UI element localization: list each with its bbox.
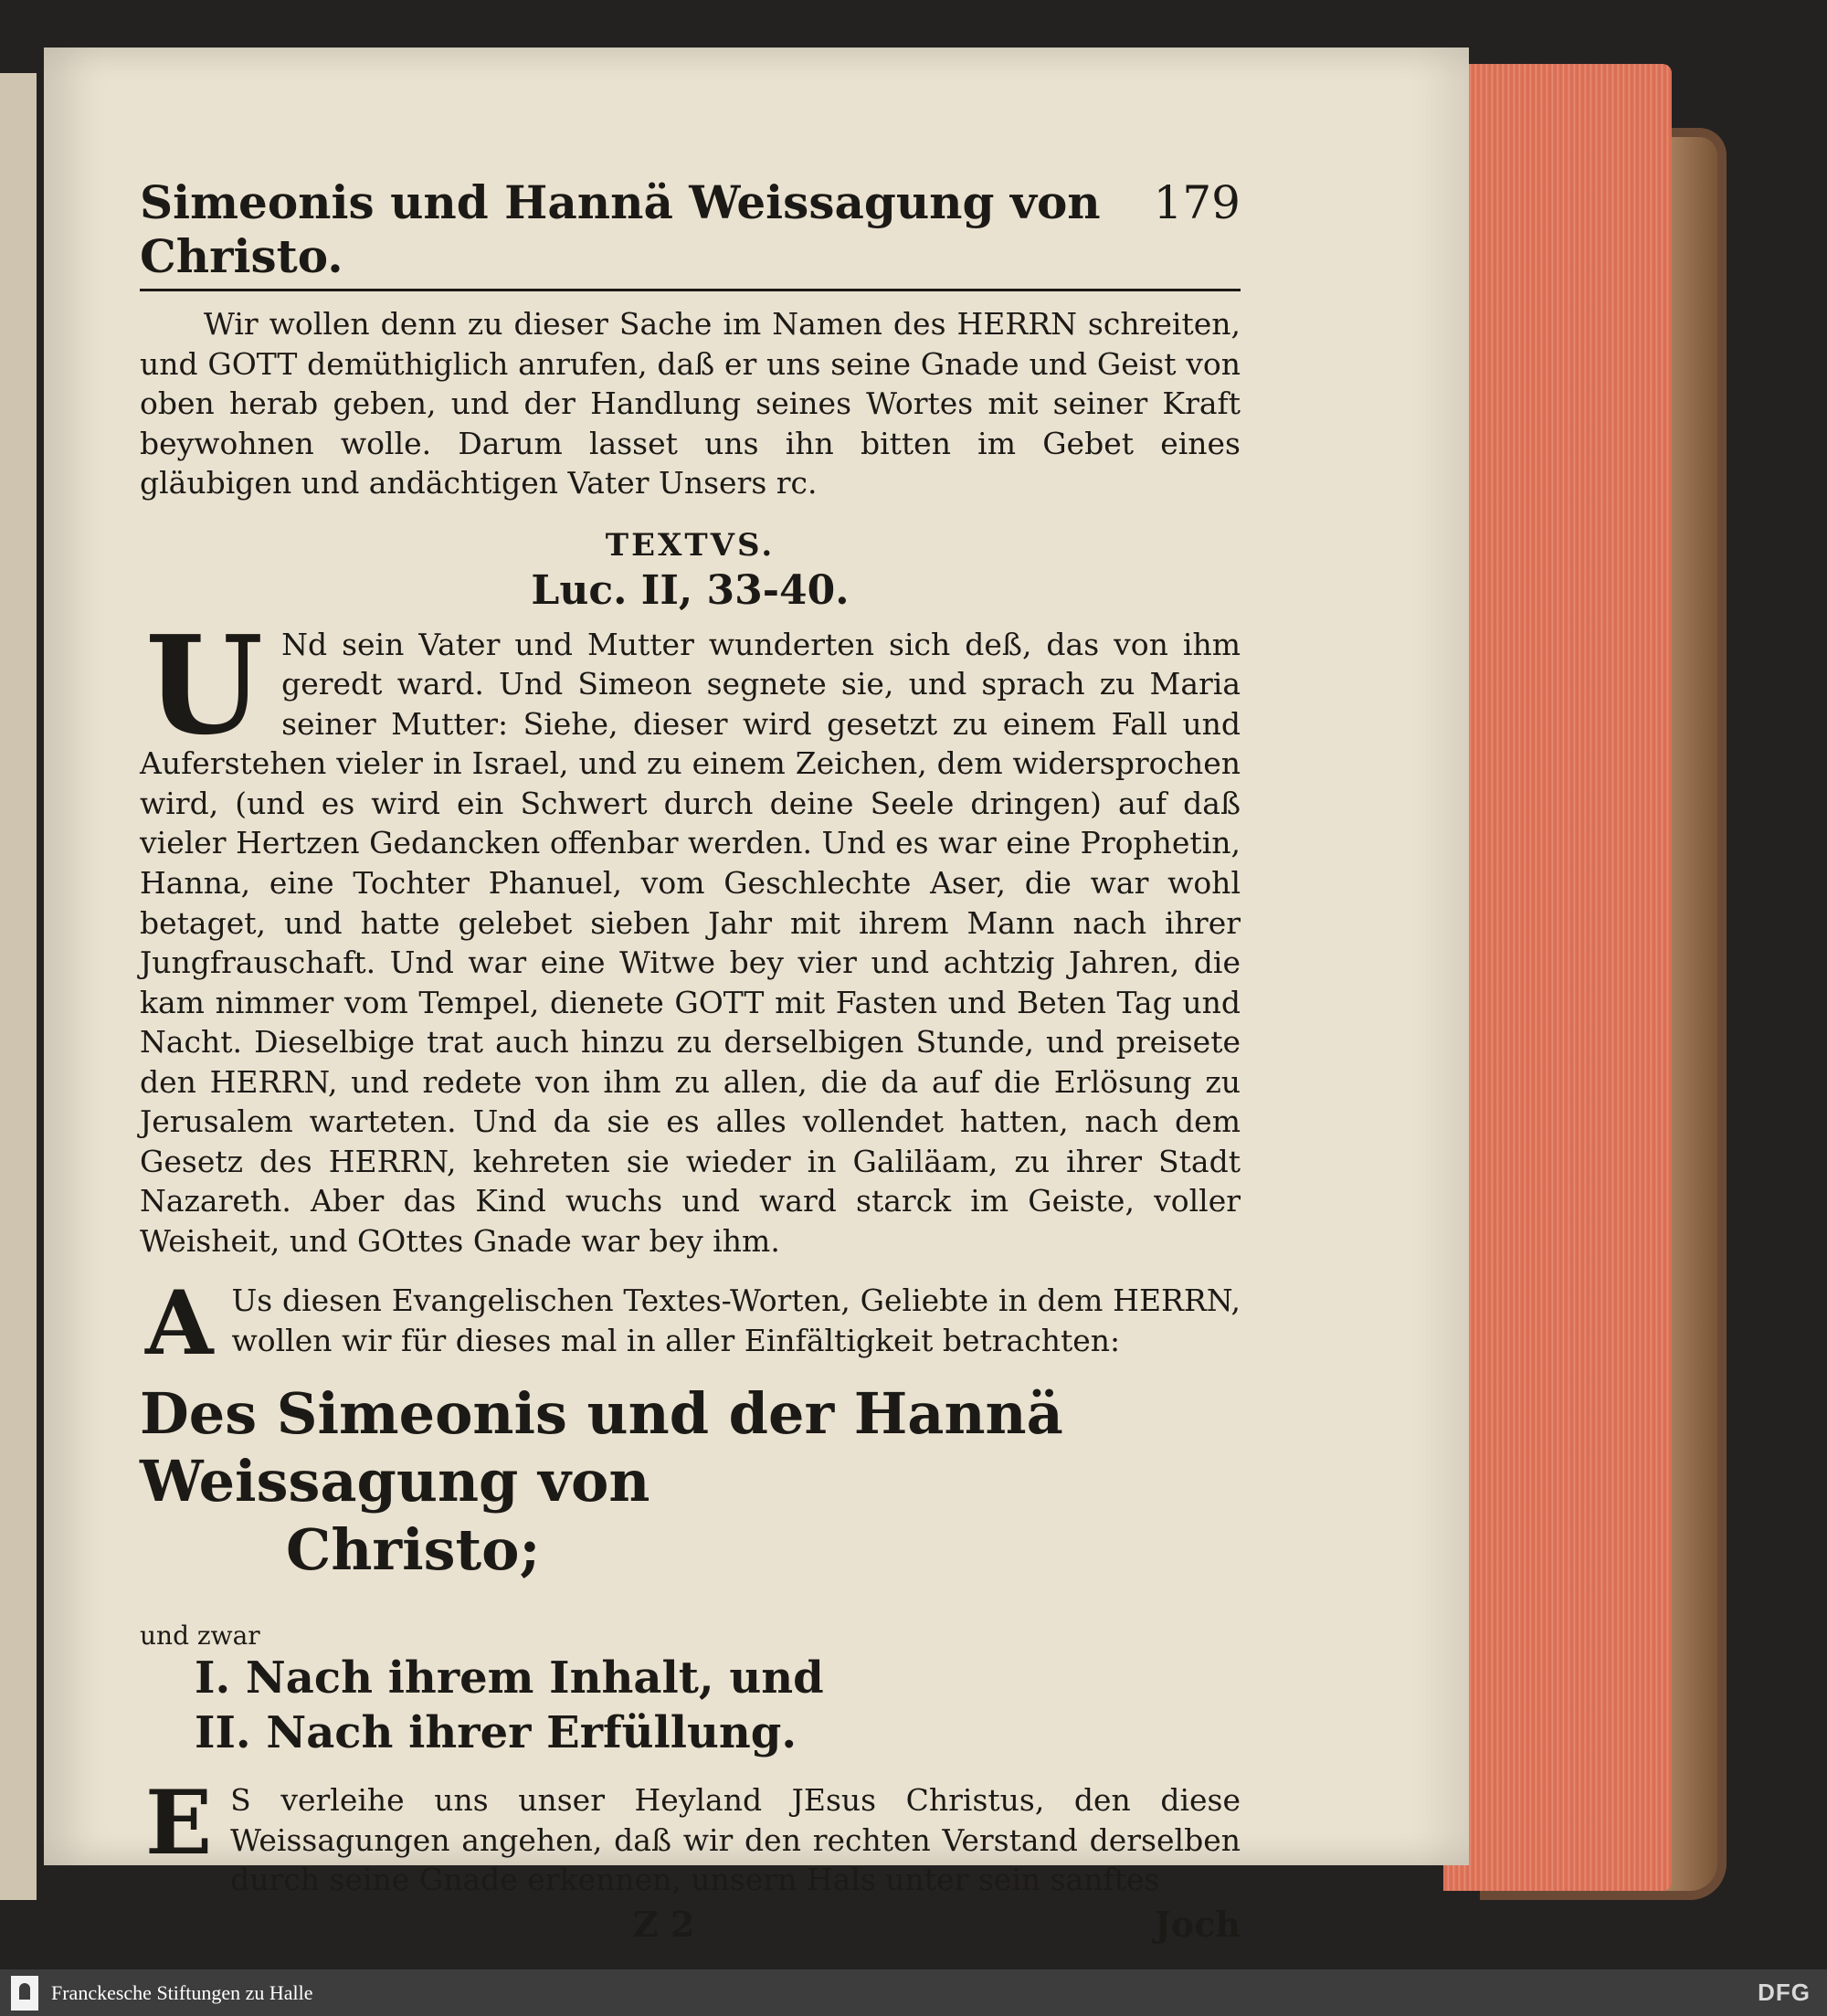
running-header [140, 175, 1241, 291]
drop-cap-initial: A [145, 1272, 214, 1376]
exordium-paragraph [140, 1272, 1241, 1376]
institution-link[interactable] [0, 1976, 313, 2011]
left-page-sliver [0, 73, 37, 1900]
page-content [140, 175, 1241, 1945]
closing-body: S verleihe uns unser Heyland JEsus Christus, den diese Weissagungen angehen, daß wir den rechten Verstand derselben durch seine Gnade erkennen, unsern Hals unter sein sanftes [230, 1782, 1241, 1898]
partition-connector: und zwar [140, 1620, 260, 1652]
institution-name: Franckesche Stiftungen zu Halle [51, 1980, 313, 2004]
catchword: Joch [1154, 1903, 1241, 1945]
partition-part-1: I. Nach ihrem Inhalt, und [195, 1652, 824, 1705]
viewer-footer-bar [0, 1969, 1827, 2016]
partition-part-2: II. Nach ihrer Erfüllung. [195, 1707, 797, 1759]
theme-title-cont: Christo; [286, 1515, 541, 1583]
institution-logo-icon [11, 1976, 38, 2011]
running-title: Simeonis und Hannä Weissagung von Christo. [140, 175, 1101, 283]
textus-heading: TEXTVS. [605, 526, 776, 564]
book-page [44, 47, 1469, 1945]
drop-cap-initial: E [145, 1771, 213, 1875]
bible-reference: Luc. II, 33-40. [531, 566, 850, 614]
drop-cap-initial: U [145, 605, 264, 765]
intro-paragraph: Wir wollen denn zu dieser Sache im Namen des HERRN schreiten, und GOTT demüthiglich anrufen, daß er uns seine Gnade und Geist von oben herab geben, und der Handlung seines Wortes mit seiner Kraft beywohnen wolle. Darum lasset uns ihn bitten im Gebet eines gläubigen und andächtigen Vater Unsers rc. [140, 306, 1241, 501]
page-number: 179 [1153, 176, 1241, 229]
exordium-body: Us diesen Evangelischen Textes-Worten, Geliebte in dem HERRN, wollen wir für dieses mal in aller Einfältigkeit betrachten: [231, 1282, 1241, 1359]
theme-title: Des Simeonis und der Hannä Weissagung von [140, 1379, 1063, 1515]
signature-mark: Z 2 [633, 1903, 695, 1945]
scripture-body: Nd sein Vater und Mutter wunderten sich deß, das von ihm geredt ward. Und Simeon segnete sie, und sprach zu Maria seiner Mutter: Siehe, dieser wird gesetzt zu einem Fall und Auferstehen vieler in Israel, und zu einem Zeichen, dem widersprochen wird, (und es wird ein Schwert durch deine Seele dringen) auf daß vieler Hertzen Gedancken offenbar werden. Und es war eine Prophetin, Hanna, eine Tochter Phanuel, vom Geschlechte Aser, die war wohl betaget, und hatte gelebet sieben Jahr mit ihrem Mann nach ihrer Jungfrauschaft. Und war eine Witwe bey vier und achtzig Jahren, die kam nimmer vom Tempel, dienete GOTT mit Fasten und Beten Tag und Nacht. Dieselbige trat auch hinzu zu derselbigen Stunde, und preisete den HERRN, und redete von ihm zu allen, die da auf die Erlösung zu Jerusalem warteten. Und da sie es alles vollendet hatten, nach dem Gesetz des HERRN, kehreten sie wieder in Galiläam, zu ihrer Stadt Nazareth. Aber das Kind wuchs und ward starck im Geiste, voller Weisheit, und GOttes Gnade war bey ihm. [140, 626, 1241, 1259]
scripture-text [140, 605, 1241, 1261]
page-edges [1443, 64, 1672, 1891]
dfg-logo[interactable]: DFG [1758, 1979, 1811, 2006]
page-footer [140, 1904, 1241, 1945]
closing-paragraph [140, 1771, 1241, 1900]
